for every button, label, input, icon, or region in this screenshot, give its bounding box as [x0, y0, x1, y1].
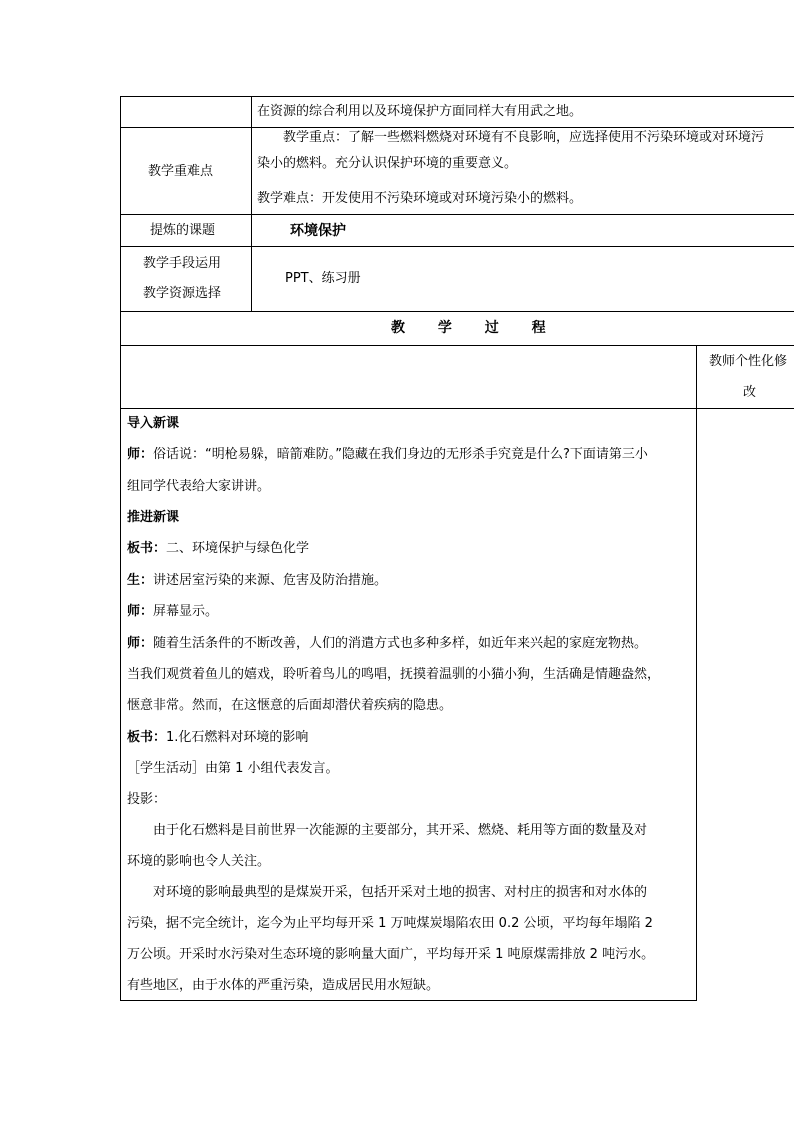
table-left-border — [120, 96, 121, 1001]
teacher-line-2 — [127, 604, 218, 620]
board-line-1 — [127, 541, 309, 557]
label-column-divider — [251, 96, 252, 311]
teaching-focus-line2: 染小的燃料。充分认识保护环境的重要意义。 — [257, 156, 518, 171]
row-divider-1 — [120, 127, 794, 128]
teaching-difficulty: 教学难点：开发使用不污染环境或对环境污染小的燃料。 — [257, 191, 583, 206]
projection-label: 投影： — [127, 792, 167, 807]
intro-heading: 导入新课 — [127, 416, 180, 431]
teacher-line-1 — [127, 447, 648, 463]
teacher-line-3-cont-2: 惬意非常。然而，在这惬意的后面却潜伏着疾病的隐患。 — [127, 698, 453, 713]
topic-label: 提炼的课题 — [150, 223, 216, 238]
paragraph-2-line-4: 有些地区，由于水体的严重污染，造成居民用水短缺。 — [127, 978, 440, 993]
means-label-line2: 教学资源选择 — [143, 286, 222, 301]
teacher-speech: 随着生活条件的不断改善，人们的消遣方式也多种多样，如近年来兴起的家庭宠物热。 — [153, 636, 648, 651]
student-speech: 讲述居室污染的来源、危害及防治措施。 — [153, 573, 388, 588]
paragraph-2-line-2: 污染，据不完全统计，迄今为止平均每开采 1 万吨煤炭塌陷农田 0.2 公顷，平均每年塌陷 2 — [127, 916, 653, 931]
paragraph-1-line-2: 环境的影响也令人关注。 — [127, 854, 271, 869]
teacher-line-1-cont: 组同学代表给大家讲讲。 — [127, 479, 271, 494]
process-title-char-2: 学 — [437, 320, 452, 336]
student-activity: ［学生活动］由第 1 小组代表发言。 — [127, 761, 339, 776]
teacher-speaker-label: 师： — [127, 447, 154, 462]
key-points-label: 教学重难点 — [148, 164, 214, 179]
teacher-speaker-label: 师： — [127, 604, 154, 619]
process-title-char-3: 过 — [484, 320, 499, 336]
teacher-speech: 屏幕显示。 — [153, 604, 219, 619]
top-row-text: 在资源的综合利用以及环境保护方面同样大有用武之地。 — [257, 104, 583, 119]
means-value: PPT、练习册 — [285, 271, 361, 286]
teacher-line-3 — [127, 636, 647, 652]
process-title-char-4: 程 — [531, 320, 546, 336]
board-line-2 — [127, 730, 308, 746]
note-column-divider — [696, 345, 697, 1001]
paragraph-2-line-1: 对环境的影响最典型的是煤炭开采，包括开采对土地的损害、对村庄的损害和对水体的 — [153, 885, 648, 900]
table-top-border — [120, 96, 794, 97]
board-speaker-label: 板书： — [127, 541, 167, 556]
row-divider-5 — [120, 345, 794, 346]
process-title-char-1: 教 — [391, 320, 405, 336]
row-divider-3 — [120, 246, 794, 247]
process-title — [377, 320, 560, 336]
row-divider-2 — [120, 214, 794, 215]
teacher-line-3-cont-1: 当我们观赏着鱼儿的嬉戏，聆听着鸟儿的鸣唱，抚摸着温驯的小猫小狗，生活确是情趣盎然， — [127, 667, 661, 682]
paragraph-1-line-1: 由于化石燃料是目前世界一次能源的主要部分，其开采、燃烧、耗用等方面的数量及对 — [153, 823, 648, 838]
personal-note-line2: 改 — [743, 385, 757, 400]
board-text: 1.化石燃料对环境的影响 — [166, 730, 309, 745]
teacher-speech: 俗话说：“明枪易躲，暗箭难防。”隐藏在我们身边的无形杀手究竟是什么?下面请第三小 — [153, 447, 648, 462]
paragraph-2-line-3: 万公顷。开采时水污染对生态环境的影响量大面广，平均每开采 1 吨原煤需排放 2 吨污水。 — [127, 947, 655, 962]
teaching-focus-line1: 教学重点：了解一些燃料燃烧对环境有不良影响，应选择使用不污染环境或对环境污 — [283, 130, 765, 145]
personal-note-line1: 教师个性化修 — [709, 354, 788, 369]
row-divider-4 — [120, 311, 794, 312]
row-divider-6 — [120, 408, 794, 409]
board-speaker-label: 板书： — [127, 730, 167, 745]
board-text: 二、环境保护与绿色化学 — [166, 541, 310, 556]
means-label-line1: 教学手段运用 — [143, 256, 222, 271]
topic-value: 环境保护 — [290, 223, 346, 239]
student-line — [127, 573, 387, 589]
teacher-speaker-label: 师： — [127, 636, 154, 651]
advance-heading: 推进新课 — [127, 510, 180, 525]
table-bottom-border — [120, 1000, 697, 1001]
student-speaker-label: 生： — [127, 573, 154, 588]
